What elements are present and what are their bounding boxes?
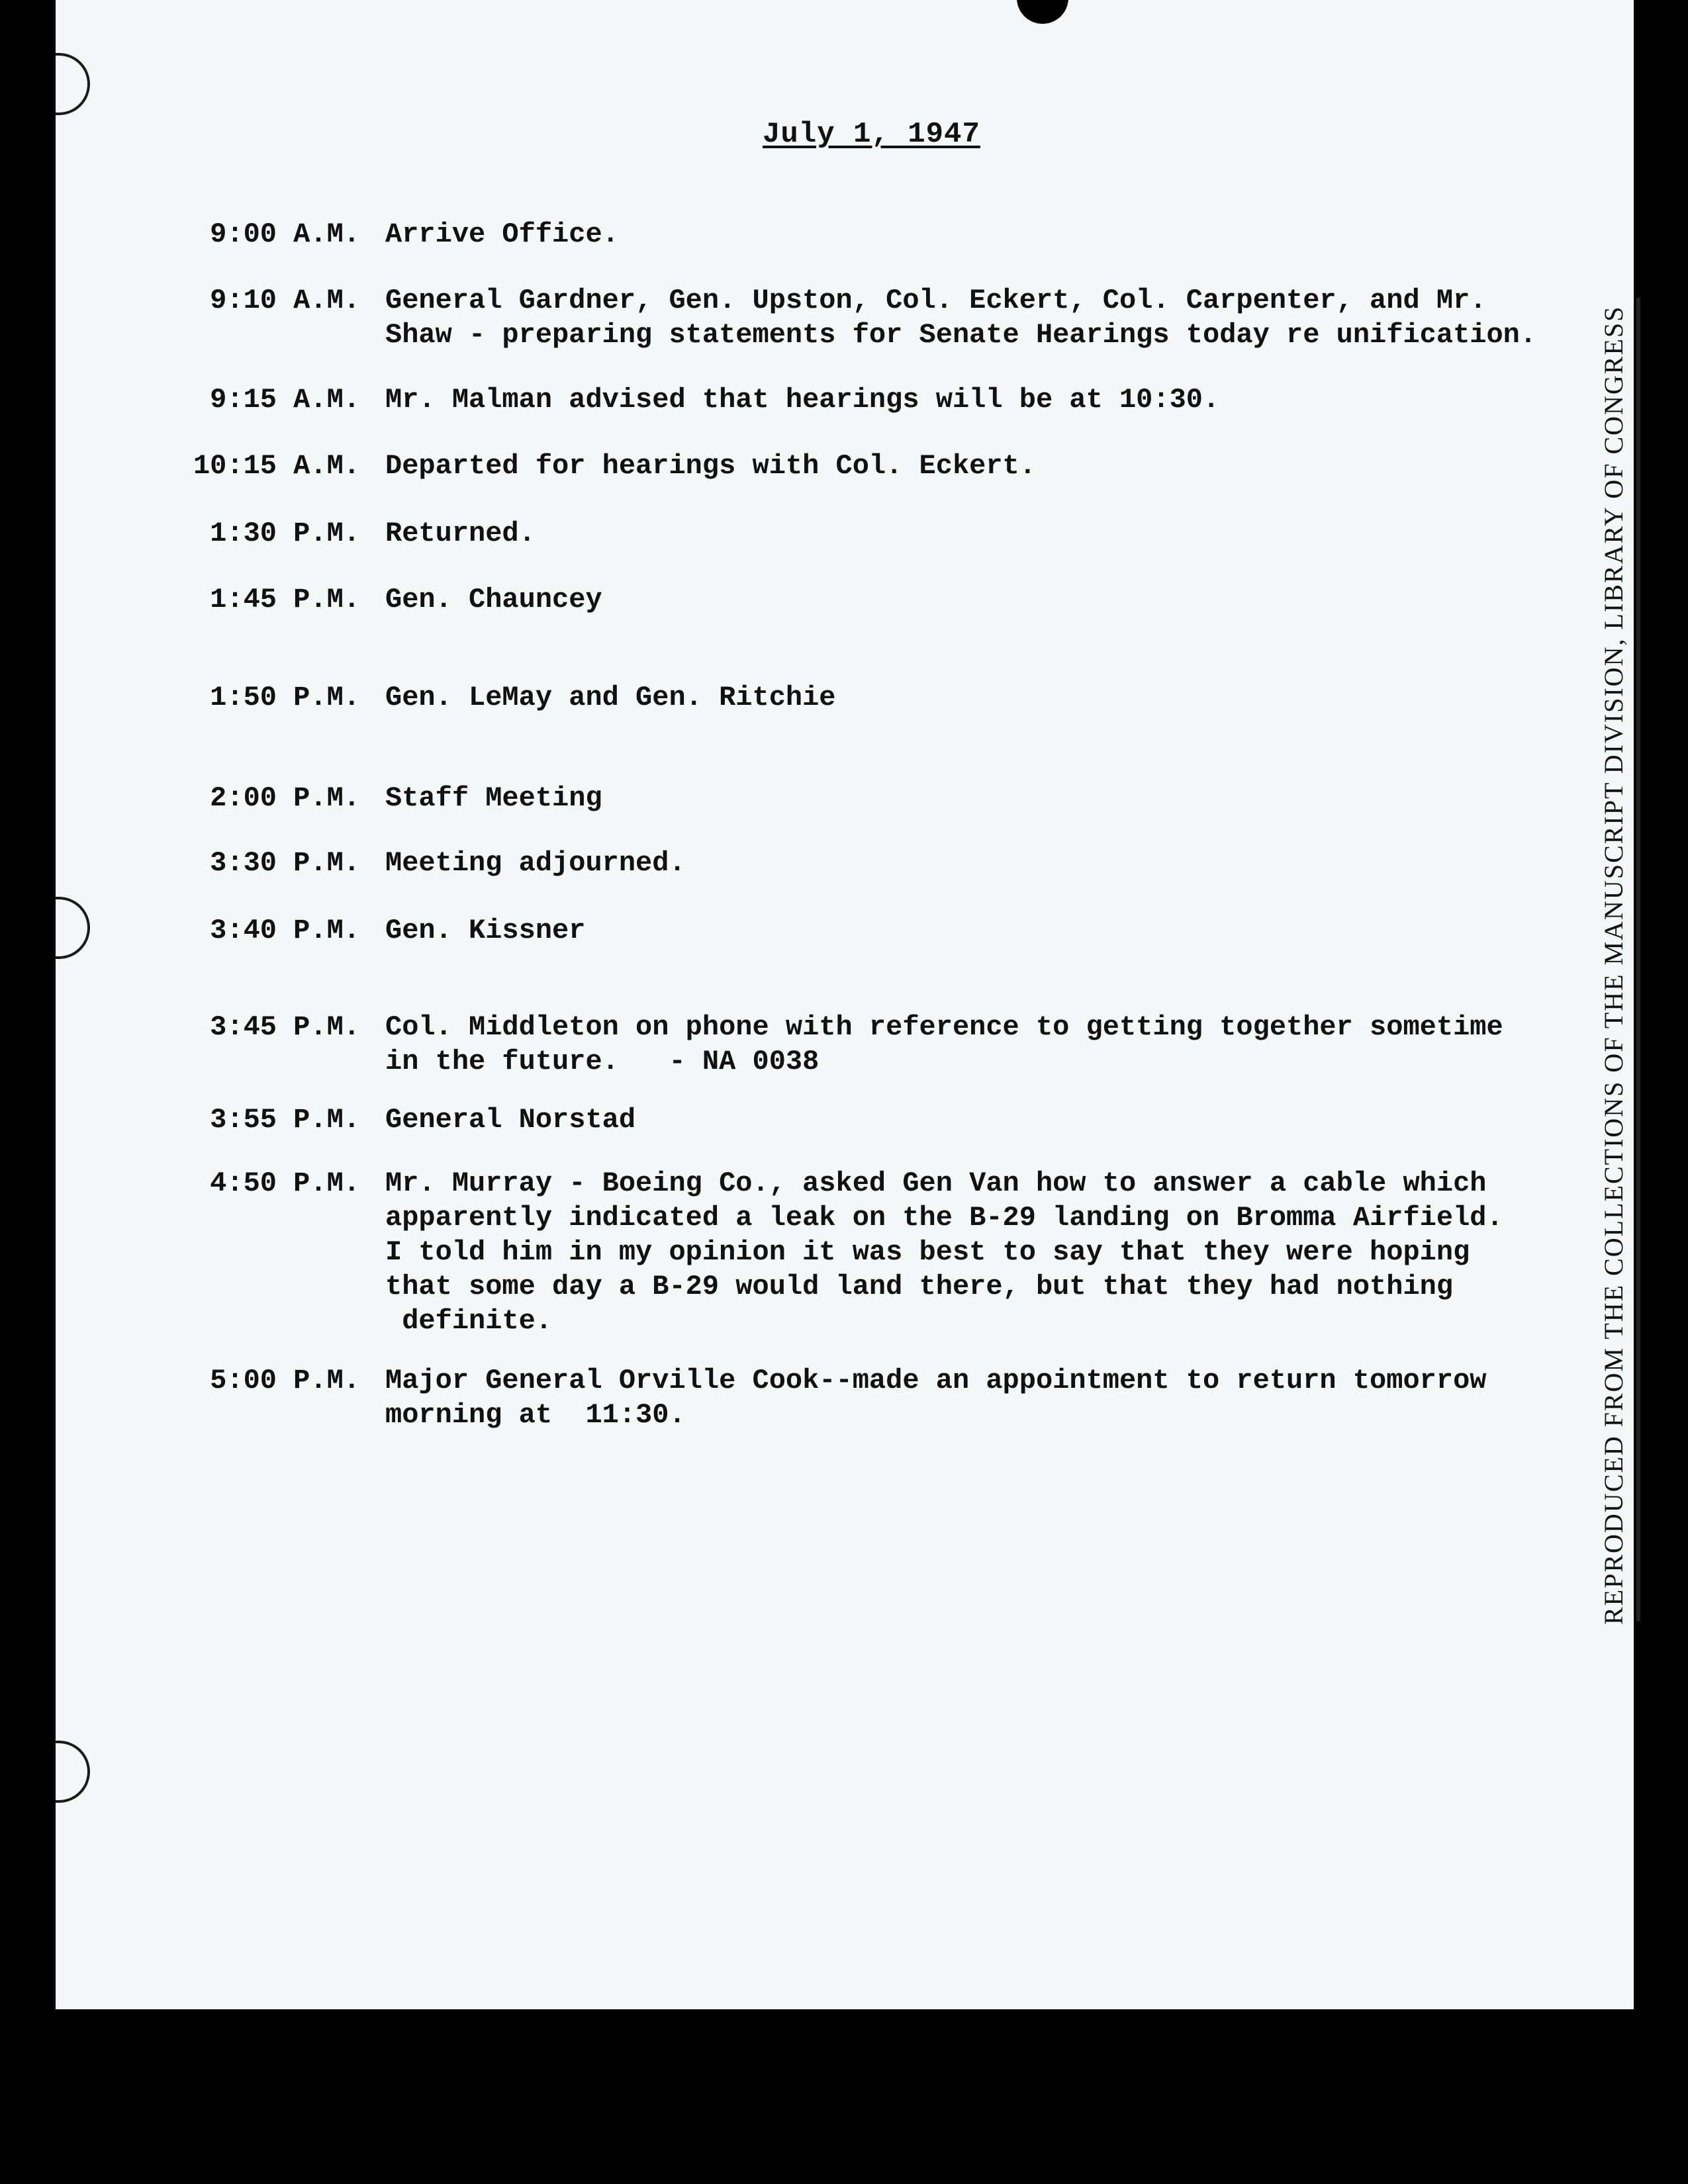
- entry-time: 1:30 P.M.: [210, 518, 360, 549]
- entry-text: Returned.: [385, 518, 536, 549]
- entry-text: General Norstad: [385, 1104, 636, 1136]
- binder-ring-mark: [56, 1741, 90, 1803]
- entry-text: Meeting adjourned.: [385, 847, 686, 879]
- document-sheet: [56, 0, 1634, 2009]
- entry-text: Mr. Malman advised that hearings will be at 10:30.: [385, 384, 1220, 416]
- entry-time: 9:10 A.M.: [210, 285, 360, 316]
- entry-time: 9:15 A.M.: [210, 384, 360, 416]
- entry-text: Gen. Kissner: [385, 915, 586, 946]
- punch-hole: [1017, 0, 1068, 24]
- entry-time: 3:30 P.M.: [210, 847, 360, 879]
- entry-time: 2:00 P.M.: [210, 782, 360, 814]
- entry-text: Staff Meeting: [385, 782, 602, 814]
- entry-text: Col. Middleton on phone with reference to getting together sometime in the future. - NA 0038: [385, 1011, 1503, 1077]
- archive-credit-line: REPRODUCED FROM THE COLLECTIONS OF THE MANUSCRIPT DIVISION, LIBRARY OF CONGRESS: [1599, 305, 1628, 1625]
- entry-time: 9:00 A.M.: [210, 218, 360, 250]
- entry-text: Mr. Murray - Boeing Co., asked Gen Van how to answer a cable which apparently indicated a leak on the B-29 landing on Bromma Airfield. I told him in my opinion it was best to say that they were hoping that some day a B-29 would land there, but that they had nothing definite.: [385, 1167, 1503, 1337]
- entry-time: 1:50 P.M.: [210, 682, 360, 713]
- entry-text: General Gardner, Gen. Upston, Col. Eckert, Col. Carpenter, and Mr. Shaw - preparing statements for Senate Hearings today re unification.: [385, 285, 1537, 351]
- binder-ring-mark: [56, 897, 90, 959]
- entry-text: Arrive Office.: [385, 218, 619, 250]
- entry-text: Departed for hearings with Col. Eckert.: [385, 450, 1036, 482]
- entry-time: 1:45 P.M.: [210, 584, 360, 615]
- entry-time: 10:15 A.M.: [193, 450, 360, 482]
- entry-text: Gen. LeMay and Gen. Ritchie: [385, 682, 836, 713]
- entry-time: 3:55 P.M.: [210, 1104, 360, 1136]
- entry-time: 3:40 P.M.: [210, 915, 360, 946]
- entry-text: Major General Orville Cook--made an appointment to return tomorrow morning at 11:30.: [385, 1365, 1487, 1431]
- date-heading: July 1, 1947: [763, 118, 980, 151]
- entry-text: Gen. Chauncey: [385, 584, 602, 615]
- binder-ring-mark: [56, 53, 90, 115]
- entry-time: 3:45 P.M.: [210, 1011, 360, 1043]
- entry-time: 5:00 P.M.: [210, 1365, 360, 1396]
- entry-time: 4:50 P.M.: [210, 1167, 360, 1199]
- page-edge-shadow: [1636, 298, 1640, 1621]
